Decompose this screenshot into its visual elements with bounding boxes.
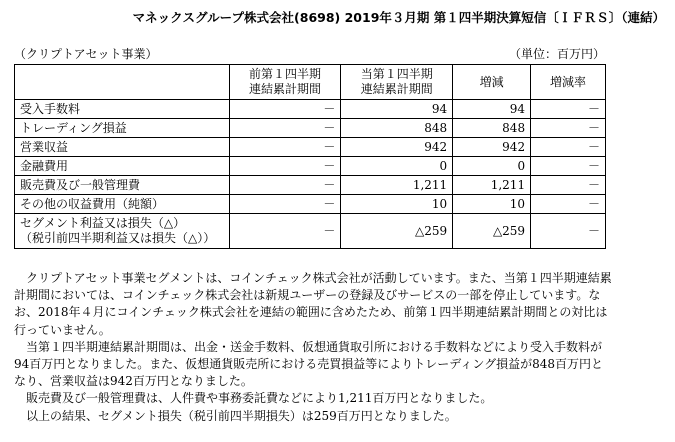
rate-value: － [531, 176, 606, 195]
row-label: 受入手数料 [15, 100, 230, 119]
header-change-rate: 増減率 [531, 65, 606, 100]
prev-value: － [229, 138, 341, 157]
rate-value: － [531, 157, 606, 176]
unit-label: （単位：百万円） [508, 47, 605, 61]
segment-label: （クリプトアセット事業） [14, 47, 158, 61]
curr-value: 942 [341, 138, 453, 157]
rate-value: － [531, 100, 606, 119]
commentary [14, 270, 614, 425]
rate-value: － [531, 195, 606, 214]
prev-value: － [229, 214, 341, 249]
curr-value: 848 [341, 119, 453, 138]
financial-table [14, 64, 606, 249]
rate-value: － [531, 119, 606, 138]
row-label: セグメント利益又は損失（△） （税引前四半期利益又は損失（△）） [15, 214, 230, 249]
paragraph: クリプトアセット事業セグメントは、コインチェック株式会社が活動しています。また、当第１四半期連結累計期間においては、コインチェック株式会社は新規ユーザーの登録及びサービスの一部を停止しています。なお、2018年４月にコインチェック株式会社を連結の範囲に含めたため、前第１四半期連結累計期間との対比は行っていません。 [14, 271, 612, 337]
curr-value: 1,211 [341, 176, 453, 195]
row-label: 金融費用 [15, 157, 230, 176]
header-empty [15, 65, 230, 100]
header-curr-period: 当第１四半期 連結累計期間 [341, 65, 453, 100]
prev-value: － [229, 176, 341, 195]
rate-value: － [531, 138, 606, 157]
header-prev-period: 前第１四半期 連結累計期間 [229, 65, 341, 100]
header-change: 増減 [453, 65, 531, 100]
change-value: 942 [453, 138, 531, 157]
table-row [15, 138, 606, 157]
table-header-row [15, 65, 606, 100]
table-row [15, 214, 606, 249]
document-header: マネックスグループ株式会社(8698) 2019年３月期 第１四半期決算短信〔ＩＦＲＳ〕（連結） [132, 10, 665, 25]
table-row [15, 100, 606, 119]
paragraph: 当第１四半期連結累計期間は、出金・送金手数料、仮想通貨取引所における手数料などにより受入手数料が94百万円となりました。また、仮想通貨販売所における売買損益等によりトレーディング損益が848百万円となり、営業収益は942百万円となりました。 [14, 339, 603, 389]
prev-value: － [229, 195, 341, 214]
rate-value: － [531, 214, 606, 249]
row-label: トレーディング損益 [15, 119, 230, 138]
prev-value: － [229, 119, 341, 138]
prev-value: － [229, 100, 341, 119]
row-label: その他の収益費用（純額） [15, 195, 230, 214]
row-label: 販売費及び一般管理費 [15, 176, 230, 195]
change-value: 10 [453, 195, 531, 214]
change-value: 0 [453, 157, 531, 176]
prev-value: － [229, 157, 341, 176]
paragraph: 販売費及び一般管理費は、人件費や事務委託費などにより1,211百万円となりました。 [26, 391, 493, 406]
curr-value: 94 [341, 100, 453, 119]
table-row [15, 157, 606, 176]
curr-value: 0 [341, 157, 453, 176]
paragraph: 以上の結果、セグメント損失（税引前四半期損失）は259百万円となりました。 [26, 408, 457, 423]
change-value: 94 [453, 100, 531, 119]
change-value: 848 [453, 119, 531, 138]
curr-value: △259 [341, 214, 453, 249]
change-value: 1,211 [453, 176, 531, 195]
curr-value: 10 [341, 195, 453, 214]
table-row [15, 195, 606, 214]
table-row [15, 119, 606, 138]
row-label: 営業収益 [15, 138, 230, 157]
change-value: △259 [453, 214, 531, 249]
table-row [15, 176, 606, 195]
